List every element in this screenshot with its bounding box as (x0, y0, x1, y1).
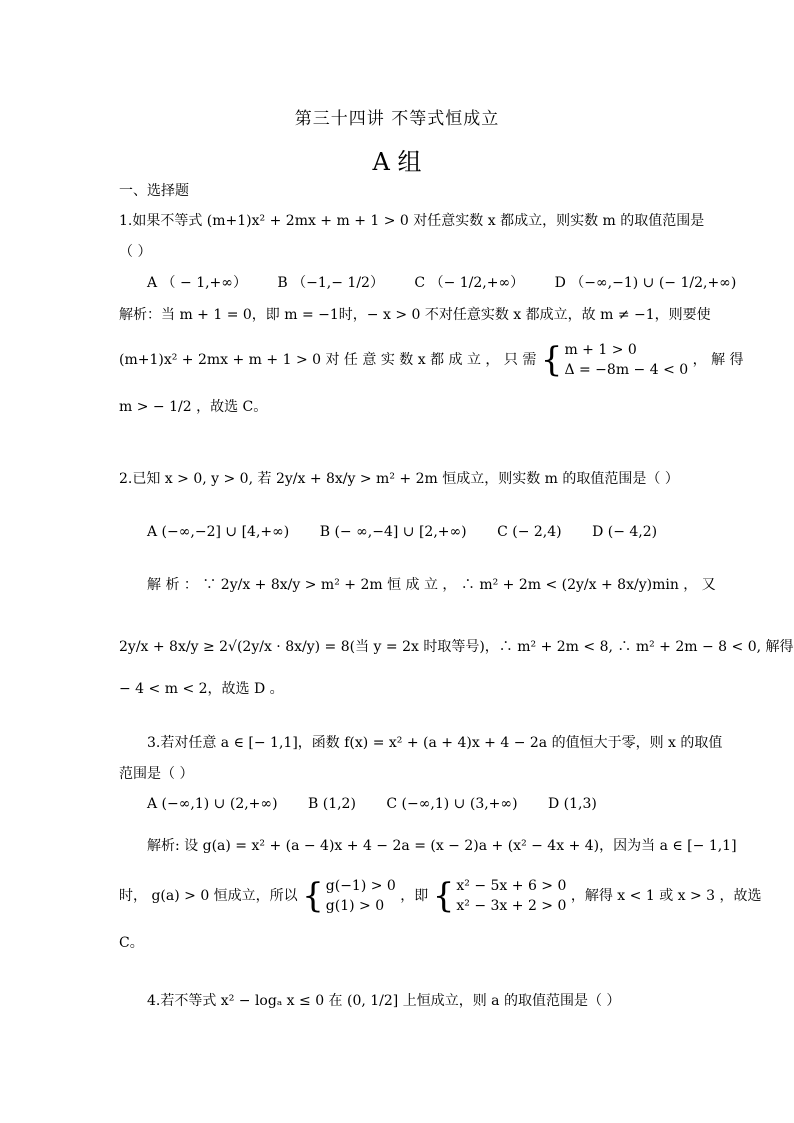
q1-condition-1: m + 1 > 0 (564, 342, 637, 358)
q3-options (147, 794, 707, 814)
q1-condition-2: Δ = −8m − 4 < 0 (564, 362, 689, 378)
q1-solution-text-a: (m+1)x² + 2mx + m + 1 > 0 对 任 意 实 数 x 都 成 立 ， 只 需 (119, 352, 537, 368)
q3-solution-text-c: ，解得 x < 1 或 x > 3 ，故选 (570, 888, 762, 904)
q1-option-c: C （− 1/2,+∞） (414, 275, 525, 291)
q1-stem: 1.如果不等式 (m+1)x² + 2mx + m + 1 > 0 对任意实数 x 都成立，则实数 m 的取值范围是 (119, 213, 705, 229)
q3-g-condition-1: g(−1) > 0 (325, 878, 396, 894)
q3-g-condition-2: g(1) > 0 (325, 898, 385, 914)
q1-option-a: A （ − 1,+∞） (147, 275, 247, 291)
q3-solution-text-b: ，即 (400, 888, 429, 904)
q1-solution-line2 (119, 340, 744, 380)
q3-solution-line2 (119, 876, 762, 916)
q3-solution-text-a: 时， g(a) > 0 恒成立，所以 (119, 888, 298, 904)
section-heading: 一、选择题 (119, 183, 189, 199)
q3-solution-line1: 解析: 设 g(a) = x² + (a − 4)x + 4 − 2a = (x − 2)a + (x² − 4x + 4)，因为当 a ∈ [− 1,1] (147, 838, 737, 854)
q4-stem: 4.若不等式 x² − logₐ x ≤ 0 在 (0, 1/2] 上恒成立，则 a 的取值范围是（ ） (147, 993, 621, 1009)
q1-paren: （ ） (119, 244, 152, 260)
q3-option-c: C (−∞,1) ∪ (3,+∞) (386, 796, 518, 812)
q2-option-c: C (− 2,4) (497, 524, 562, 540)
q1-solution-line1: 解析：当 m + 1 = 0，即 m = −1时，− x > 0 不对任意实数 x 都成立，故 m ≠ −1，则要使 (119, 307, 711, 323)
q3-x-condition-2: x² − 3x + 2 > 0 (456, 898, 567, 914)
q2-solution-line3: − 4 < m < 2，故选 D 。 (119, 681, 284, 697)
group-heading: A 组 (372, 148, 422, 176)
q2-options (147, 522, 707, 542)
q1-condition-system (564, 340, 688, 380)
q3-stem-line1: 3.若对任意 a ∈ [− 1,1]，函数 f(x) = x² + (a + 4)x + 4 − 2a 的值恒大于零，则 x 的取值 (147, 735, 723, 751)
q1-options (147, 273, 737, 293)
system-brace-icon: { (302, 876, 324, 916)
q1-option-b: B （−1,− 1/2） (277, 275, 384, 291)
q3-option-b: B (1,2) (308, 796, 356, 812)
system-brace-icon: { (540, 340, 563, 380)
q3-stem-line2: 范围是（ ） (119, 766, 194, 782)
q3-option-d: D (1,3) (547, 796, 597, 812)
q3-condition-system-g (326, 876, 396, 916)
page-title: 第三十四讲 不等式恒成立 (294, 109, 500, 129)
system-brace-icon: { (432, 876, 455, 916)
q2-option-a: A (−∞,−2] ∪ [4,+∞) (147, 524, 290, 540)
q2-solution-line1: 解 析 ： ∵ 2y/x + 8x/y > m² + 2m 恒 成 立 ， ∴ m² + 2m < (2y/x + 8x/y)min ， 又 (147, 577, 716, 593)
q2-stem: 2.已知 x > 0, y > 0, 若 2y/x + 8x/y > m² + 2m 恒成立，则实数 m 的取值范围是（ ） (119, 471, 679, 487)
q3-solution-line3: C。 (119, 935, 144, 951)
q2-solution-line2: 2y/x + 8x/y ≥ 2√(2y/x · 8x/y) = 8(当 y = 2x 时取等号)，∴ m² + 2m < 8, ∴ m² + 2m − 8 < 0, 解得 (119, 639, 794, 655)
q3-option-a: A (−∞,1) ∪ (2,+∞) (147, 796, 278, 812)
q1-option-d: D （−∞,−1) ∪ (− 1/2,+∞) (554, 275, 737, 291)
q3-x-condition-1: x² − 5x + 6 > 0 (456, 878, 567, 894)
q1-solution-line3: m > − 1/2 ，故选 C。 (119, 399, 268, 415)
q3-condition-system-x (456, 876, 566, 916)
q2-option-b: B (− ∞,−4] ∪ [2,+∞) (319, 524, 467, 540)
q2-option-d: D (− 4,2) (592, 524, 658, 540)
q1-solution-text-b: ， 解 得 (692, 352, 744, 368)
